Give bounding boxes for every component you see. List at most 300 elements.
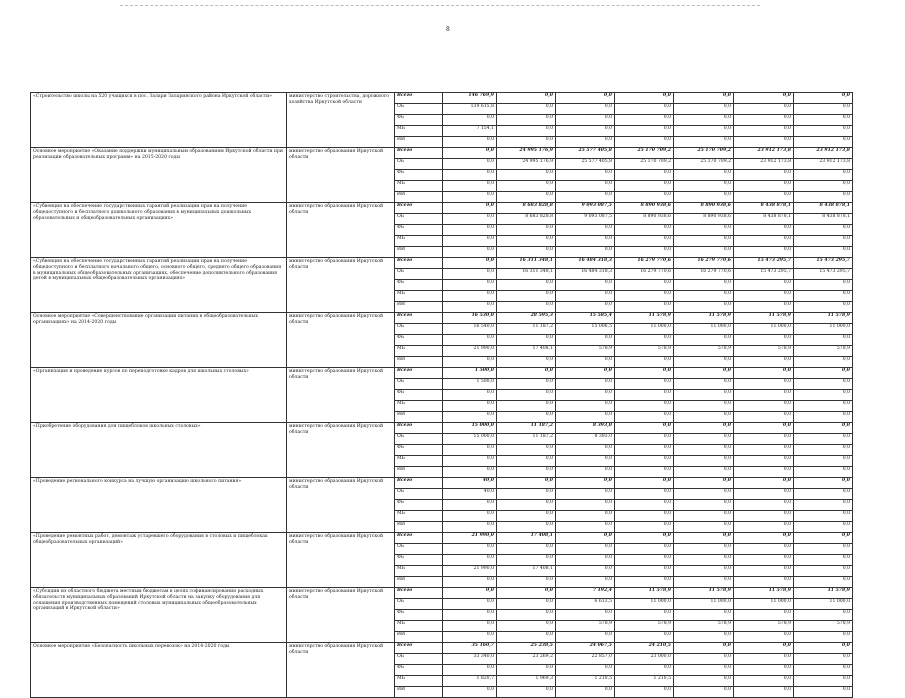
amount-cell: 0,0 xyxy=(615,357,674,368)
amount-cell: 16 311 348,1 xyxy=(497,258,556,269)
amount-cell: 0,0 xyxy=(734,489,794,500)
amount-cell: 0,0 xyxy=(734,93,794,104)
funding-source: МБ xyxy=(395,181,443,192)
amount-cell: 24 210,5 xyxy=(615,643,674,654)
amount-cell: 0,0 xyxy=(556,357,615,368)
amount-cell: 0,0 xyxy=(615,126,674,137)
amount-cell: 16 279 770,6 xyxy=(674,258,734,269)
amount-cell: 0,0 xyxy=(794,687,853,698)
activity-name: «Субвенция на обеспечение государственных гарантий реализации прав на получение общедоступного и бесплатного начального общего, основного общего, среднего общего образования в муниципальных общеобразовательных организациях, обеспечение дополнительного образования детей в муниципальных общеобразовательных организациях» xyxy=(31,258,287,313)
funding-source: ОБ xyxy=(395,104,443,115)
amount-cell: 0,0 xyxy=(497,467,556,478)
amount-cell: 0,0 xyxy=(615,511,674,522)
executor-name: министерство образования Иркутской области xyxy=(287,368,395,423)
amount-cell: 0,0 xyxy=(497,181,556,192)
amount-cell: 0,0 xyxy=(497,137,556,148)
amount-cell: 0,0 xyxy=(794,280,853,291)
amount-cell: 6 613,5 xyxy=(556,599,615,610)
amount-cell: 0,0 xyxy=(615,412,674,423)
amount-cell: 0,0 xyxy=(794,456,853,467)
amount-cell: 21 990,0 xyxy=(443,346,497,357)
amount-cell: 0,0 xyxy=(734,478,794,489)
activity-name: «Субсидии из областного бюджета местным бюджетам в целях софинансирования расходных обязательств муниципальных образований Иркутской области на закупку оборудования для оснащения производственных помещений столовых муниципальных общеобразовательных организаций в Иркутской области» xyxy=(31,588,287,643)
amount-cell: 0,0 xyxy=(497,621,556,632)
amount-cell: 0,0 xyxy=(497,115,556,126)
executor-name: министерство образования Иркутской области xyxy=(287,533,395,588)
amount-cell: 0,0 xyxy=(674,555,734,566)
amount-cell: 0,0 xyxy=(734,445,794,456)
amount-cell: 23 912 173,8 xyxy=(734,148,794,159)
amount-cell: 0,0 xyxy=(497,192,556,203)
amount-cell: 0,0 xyxy=(674,467,734,478)
funding-source: Всего xyxy=(395,478,443,489)
amount-cell: 0,0 xyxy=(794,390,853,401)
amount-cell: 0,0 xyxy=(794,412,853,423)
amount-cell: 0,0 xyxy=(734,467,794,478)
amount-cell: 0,0 xyxy=(443,357,497,368)
amount-cell: 0,0 xyxy=(794,434,853,445)
amount-cell: 0,0 xyxy=(615,225,674,236)
funding-source: ОБ xyxy=(395,269,443,280)
amount-cell: 0,0 xyxy=(556,467,615,478)
amount-cell: 0,0 xyxy=(443,500,497,511)
amount-cell: 0,0 xyxy=(556,93,615,104)
amount-cell: 0,0 xyxy=(794,676,853,687)
funding-source: МБ xyxy=(395,401,443,412)
amount-cell: 0,0 xyxy=(556,489,615,500)
amount-cell: 0,0 xyxy=(615,115,674,126)
executor-name: министерство образования Иркутской области xyxy=(287,423,395,478)
table-row-total xyxy=(31,313,853,324)
amount-cell: 0,0 xyxy=(734,632,794,643)
amount-cell: 0,0 xyxy=(674,280,734,291)
amount-cell: 0,0 xyxy=(443,610,497,621)
funding-source: ОБ xyxy=(395,544,443,555)
activity-name: «Организация и проведение курсов по переподготовке кадров для школьных столовых» xyxy=(31,368,287,423)
funding-source: ФБ xyxy=(395,115,443,126)
amount-cell: 0,0 xyxy=(794,610,853,621)
amount-cell: 11 000,0 xyxy=(674,599,734,610)
amount-cell: 16 484 318,3 xyxy=(556,258,615,269)
amount-cell: 0,0 xyxy=(674,181,734,192)
amount-cell: 0,0 xyxy=(734,170,794,181)
amount-cell: 0,0 xyxy=(443,115,497,126)
table-row-total xyxy=(31,93,853,104)
amount-cell: 578,9 xyxy=(794,346,853,357)
amount-cell: 0,0 xyxy=(674,687,734,698)
amount-cell: 0,0 xyxy=(497,588,556,599)
amount-cell: 11 000,0 xyxy=(794,599,853,610)
table-row-total xyxy=(31,478,853,489)
funding-source: ФБ xyxy=(395,610,443,621)
executor-name: министерство образования Иркутской области xyxy=(287,148,395,203)
amount-cell: 0,0 xyxy=(794,225,853,236)
amount-cell: 0,0 xyxy=(556,236,615,247)
amount-cell: 0,0 xyxy=(497,577,556,588)
amount-cell: 0,0 xyxy=(734,379,794,390)
funding-source: ОБ xyxy=(395,379,443,390)
amount-cell: 21 990,0 xyxy=(443,566,497,577)
amount-cell: 0,0 xyxy=(734,225,794,236)
amount-cell: 0,0 xyxy=(674,368,734,379)
funding-source: ИИ xyxy=(395,137,443,148)
amount-cell: 0,0 xyxy=(615,533,674,544)
amount-cell: 578,9 xyxy=(615,621,674,632)
funding-source: Всего xyxy=(395,423,443,434)
amount-cell: 40,0 xyxy=(443,489,497,500)
amount-cell: 0,0 xyxy=(794,467,853,478)
amount-cell: 0,0 xyxy=(674,390,734,401)
table-row-total xyxy=(31,368,853,379)
funding-source: ФБ xyxy=(395,500,443,511)
funding-source: МБ xyxy=(395,511,443,522)
amount-cell: 0,0 xyxy=(443,522,497,533)
amount-cell: 0,0 xyxy=(556,335,615,346)
funding-source: МБ xyxy=(395,676,443,687)
amount-cell: 0,0 xyxy=(497,280,556,291)
amount-cell: 146 769,9 xyxy=(443,93,497,104)
amount-cell: 0,0 xyxy=(615,390,674,401)
amount-cell: 0,0 xyxy=(443,445,497,456)
amount-cell: 0,0 xyxy=(497,236,556,247)
funding-source: ФБ xyxy=(395,170,443,181)
activity-name: «Строительство школы на 520 учащихся в пос. Залари Заларинского района Иркутской области» xyxy=(31,93,287,148)
amount-cell: 0,0 xyxy=(443,214,497,225)
amount-cell: 0,0 xyxy=(794,126,853,137)
amount-cell: 0,0 xyxy=(734,236,794,247)
amount-cell: 1 820,7 xyxy=(443,676,497,687)
amount-cell: 0,0 xyxy=(734,335,794,346)
funding-source: ФБ xyxy=(395,225,443,236)
amount-cell: 7 192,4 xyxy=(556,588,615,599)
amount-cell: 0,0 xyxy=(734,434,794,445)
amount-cell: 0,0 xyxy=(794,632,853,643)
amount-cell: 8 438 878,1 xyxy=(734,203,794,214)
funding-source: ОБ xyxy=(395,324,443,335)
amount-cell: 8 438 878,1 xyxy=(794,203,853,214)
amount-cell: 0,0 xyxy=(556,137,615,148)
amount-cell: 0,0 xyxy=(734,390,794,401)
amount-cell: 0,0 xyxy=(615,291,674,302)
amount-cell: 16 484 318,3 xyxy=(556,269,615,280)
amount-cell: 0,0 xyxy=(794,104,853,115)
funding-source: ИИ xyxy=(395,192,443,203)
amount-cell: 0,0 xyxy=(556,610,615,621)
amount-cell: 0,0 xyxy=(794,522,853,533)
amount-cell: 0,0 xyxy=(674,401,734,412)
amount-cell: 1 210,5 xyxy=(556,676,615,687)
amount-cell: 0,0 xyxy=(674,676,734,687)
funding-source: Всего xyxy=(395,368,443,379)
amount-cell: 0,0 xyxy=(674,115,734,126)
activity-name: Основное мероприятие «Оказание поддержки муниципальным образованиям Иркутской области при реализации образовательных программ» на 2015-2020 годы xyxy=(31,148,287,203)
funding-source: МБ xyxy=(395,126,443,137)
amount-cell: 0,0 xyxy=(674,500,734,511)
amount-cell: 0,0 xyxy=(794,357,853,368)
amount-cell: 0,0 xyxy=(615,500,674,511)
amount-cell: 0,0 xyxy=(615,335,674,346)
amount-cell: 0,0 xyxy=(443,335,497,346)
amount-cell: 0,0 xyxy=(674,489,734,500)
amount-cell: 578,9 xyxy=(674,621,734,632)
amount-cell: 11 187,2 xyxy=(497,423,556,434)
funding-source: ИИ xyxy=(395,412,443,423)
amount-cell: 0,0 xyxy=(443,390,497,401)
amount-cell: 0,0 xyxy=(734,643,794,654)
amount-cell: 0,0 xyxy=(443,467,497,478)
table-row-total xyxy=(31,258,853,269)
amount-cell: 11 578,9 xyxy=(615,313,674,324)
amount-cell: 11 187,2 xyxy=(497,324,556,335)
amount-cell: 0,0 xyxy=(556,126,615,137)
amount-cell: 0,0 xyxy=(497,610,556,621)
amount-cell: 578,9 xyxy=(556,621,615,632)
amount-cell: 0,0 xyxy=(497,665,556,676)
funding-source: ФБ xyxy=(395,665,443,676)
amount-cell: 0,0 xyxy=(556,577,615,588)
amount-cell: 8 890 938,6 xyxy=(674,214,734,225)
amount-cell: 24 067,5 xyxy=(556,643,615,654)
amount-cell: 0,0 xyxy=(443,632,497,643)
amount-cell: 0,0 xyxy=(443,170,497,181)
amount-cell: 0,0 xyxy=(674,654,734,665)
amount-cell: 0,0 xyxy=(615,687,674,698)
funding-source: Всего xyxy=(395,313,443,324)
amount-cell: 0,0 xyxy=(674,577,734,588)
amount-cell: 17 408,1 xyxy=(497,566,556,577)
amount-cell: 0,0 xyxy=(556,247,615,258)
amount-cell: 0,0 xyxy=(794,500,853,511)
amount-cell: 11 000,0 xyxy=(615,599,674,610)
amount-cell: 0,0 xyxy=(556,412,615,423)
amount-cell: 0,0 xyxy=(734,544,794,555)
amount-cell: 0,0 xyxy=(443,577,497,588)
amount-cell: 0,0 xyxy=(615,170,674,181)
amount-cell: 11 000,0 xyxy=(734,599,794,610)
amount-cell: 0,0 xyxy=(497,291,556,302)
amount-cell: 0,0 xyxy=(556,533,615,544)
amount-cell: 139 615,8 xyxy=(443,104,497,115)
amount-cell: 0,0 xyxy=(615,192,674,203)
amount-cell: 0,0 xyxy=(615,181,674,192)
amount-cell: 0,0 xyxy=(443,588,497,599)
executor-name: министерство образования Иркутской области xyxy=(287,203,395,258)
amount-cell: 0,0 xyxy=(615,423,674,434)
funding-source: ИИ xyxy=(395,522,443,533)
amount-cell: 11 578,9 xyxy=(794,313,853,324)
amount-cell: 0,0 xyxy=(443,456,497,467)
executor-name: министерство образования Иркутской области xyxy=(287,313,395,368)
amount-cell: 0,0 xyxy=(443,280,497,291)
amount-cell: 11 187,2 xyxy=(497,434,556,445)
activity-name: «Проведение регионального конкурса на лучшую организацию школьного питания» xyxy=(31,478,287,533)
funding-source: МБ xyxy=(395,621,443,632)
amount-cell: 15 473 295,7 xyxy=(794,269,853,280)
amount-cell: 0,0 xyxy=(615,456,674,467)
amount-cell: 0,0 xyxy=(794,544,853,555)
amount-cell: 0,0 xyxy=(734,247,794,258)
amount-cell: 0,0 xyxy=(794,181,853,192)
amount-cell: 0,0 xyxy=(615,665,674,676)
amount-cell: 1 969,3 xyxy=(497,676,556,687)
amount-cell: 15 473 295,7 xyxy=(734,258,794,269)
amount-cell: 0,0 xyxy=(734,181,794,192)
funding-source: ИИ xyxy=(395,247,443,258)
amount-cell: 0,0 xyxy=(734,522,794,533)
amount-cell: 0,0 xyxy=(556,181,615,192)
amount-cell: 0,0 xyxy=(497,555,556,566)
amount-cell: 0,0 xyxy=(734,126,794,137)
funding-source: ИИ xyxy=(395,467,443,478)
amount-cell: 0,0 xyxy=(615,137,674,148)
amount-cell: 0,0 xyxy=(443,225,497,236)
funding-source: ФБ xyxy=(395,390,443,401)
amount-cell: 0,0 xyxy=(674,445,734,456)
table-row-total xyxy=(31,203,853,214)
amount-cell: 0,0 xyxy=(794,236,853,247)
funding-source: Всего xyxy=(395,148,443,159)
amount-cell: 9 093 087,5 xyxy=(556,214,615,225)
amount-cell: 0,0 xyxy=(674,379,734,390)
amount-cell: 35 160,7 xyxy=(443,643,497,654)
executor-name: министерство образования Иркутской области xyxy=(287,478,395,533)
amount-cell: 0,0 xyxy=(497,225,556,236)
funding-source: Всего xyxy=(395,643,443,654)
funding-source: ФБ xyxy=(395,445,443,456)
amount-cell: 0,0 xyxy=(615,555,674,566)
amount-cell: 22 857,0 xyxy=(556,654,615,665)
amount-cell: 0,0 xyxy=(443,247,497,258)
amount-cell: 0,0 xyxy=(615,522,674,533)
amount-cell: 0,0 xyxy=(674,632,734,643)
amount-cell: 0,0 xyxy=(497,522,556,533)
amount-cell: 0,0 xyxy=(615,434,674,445)
amount-cell: 0,0 xyxy=(794,665,853,676)
amount-cell: 1 500,0 xyxy=(443,379,497,390)
amount-cell: 0,0 xyxy=(674,126,734,137)
amount-cell: 0,0 xyxy=(674,137,734,148)
amount-cell: 0,0 xyxy=(443,544,497,555)
amount-cell: 0,0 xyxy=(497,456,556,467)
amount-cell: 28 595,3 xyxy=(497,313,556,324)
amount-cell: 0,0 xyxy=(497,170,556,181)
amount-cell: 0,0 xyxy=(556,390,615,401)
amount-cell: 23 269,2 xyxy=(497,654,556,665)
amount-cell: 9 093 087,5 xyxy=(556,203,615,214)
amount-cell: 0,0 xyxy=(674,247,734,258)
amount-cell: 0,0 xyxy=(794,478,853,489)
amount-cell: 0,0 xyxy=(734,654,794,665)
amount-cell: 0,0 xyxy=(497,599,556,610)
table-row-total xyxy=(31,588,853,599)
amount-cell: 1 500,0 xyxy=(443,368,497,379)
amount-cell: 0,0 xyxy=(556,555,615,566)
amount-cell: 8 890 938,6 xyxy=(674,203,734,214)
amount-cell: 0,0 xyxy=(443,665,497,676)
amount-cell: 0,0 xyxy=(794,379,853,390)
amount-cell: 24 995 176,9 xyxy=(497,159,556,170)
amount-cell: 0,0 xyxy=(497,368,556,379)
executor-name: министерство образования Иркутской области xyxy=(287,588,395,643)
amount-cell: 0,0 xyxy=(794,555,853,566)
amount-cell: 0,0 xyxy=(443,599,497,610)
amount-cell: 0,0 xyxy=(443,159,497,170)
amount-cell: 0,0 xyxy=(674,665,734,676)
amount-cell: 25 577 405,8 xyxy=(556,159,615,170)
amount-cell: 0,0 xyxy=(556,280,615,291)
amount-cell: 0,0 xyxy=(556,115,615,126)
amount-cell: 0,0 xyxy=(497,544,556,555)
amount-cell: 0,0 xyxy=(674,643,734,654)
amount-cell: 11 578,9 xyxy=(734,588,794,599)
amount-cell: 0,0 xyxy=(674,291,734,302)
amount-cell: 0,0 xyxy=(556,687,615,698)
amount-cell: 0,0 xyxy=(497,379,556,390)
amount-cell: 0,0 xyxy=(794,291,853,302)
amount-cell: 11 578,9 xyxy=(794,588,853,599)
amount-cell: 0,0 xyxy=(443,148,497,159)
amount-cell: 0,0 xyxy=(556,665,615,676)
amount-cell: 0,0 xyxy=(734,577,794,588)
amount-cell: 8 393,0 xyxy=(556,423,615,434)
amount-cell: 578,9 xyxy=(734,621,794,632)
amount-cell: 1 210,5 xyxy=(615,676,674,687)
amount-cell: 0,0 xyxy=(615,280,674,291)
amount-cell: 16 530,0 xyxy=(443,313,497,324)
amount-cell: 8 438 878,1 xyxy=(794,214,853,225)
amount-cell: 0,0 xyxy=(674,412,734,423)
funding-source: ОБ xyxy=(395,654,443,665)
amount-cell: 0,0 xyxy=(497,401,556,412)
amount-cell: 0,0 xyxy=(734,280,794,291)
amount-cell: 0,0 xyxy=(497,93,556,104)
amount-cell: 0,0 xyxy=(794,115,853,126)
funding-source: ФБ xyxy=(395,335,443,346)
funding-source: ОБ xyxy=(395,434,443,445)
amount-cell: 0,0 xyxy=(443,412,497,423)
amount-cell: 0,0 xyxy=(674,236,734,247)
amount-cell: 15 473 295,7 xyxy=(734,269,794,280)
amount-cell: 0,0 xyxy=(497,412,556,423)
amount-cell: 0,0 xyxy=(794,654,853,665)
amount-cell: 0,0 xyxy=(443,302,497,313)
amount-cell: 0,0 xyxy=(794,445,853,456)
amount-cell: 0,0 xyxy=(794,302,853,313)
amount-cell: 8 393,0 xyxy=(556,434,615,445)
amount-cell: 0,0 xyxy=(794,170,853,181)
amount-cell: 0,0 xyxy=(497,302,556,313)
amount-cell: 0,0 xyxy=(674,225,734,236)
amount-cell: 0,0 xyxy=(497,390,556,401)
amount-cell: 0,0 xyxy=(556,368,615,379)
funding-source: Всего xyxy=(395,258,443,269)
amount-cell: 11 578,9 xyxy=(734,313,794,324)
funding-source: ИИ xyxy=(395,687,443,698)
amount-cell: 0,0 xyxy=(556,225,615,236)
amount-cell: 0,0 xyxy=(556,544,615,555)
amount-cell: 0,0 xyxy=(734,104,794,115)
amount-cell: 0,0 xyxy=(734,368,794,379)
executor-name: министерство образования Иркутской области xyxy=(287,643,395,698)
amount-cell: 0,0 xyxy=(794,533,853,544)
amount-cell: 0,0 xyxy=(734,291,794,302)
funding-source: ОБ xyxy=(395,214,443,225)
funding-source: МБ xyxy=(395,566,443,577)
amount-cell: 0,0 xyxy=(556,566,615,577)
amount-cell: 0,0 xyxy=(794,489,853,500)
amount-cell: 0,0 xyxy=(734,115,794,126)
amount-cell: 0,0 xyxy=(734,566,794,577)
